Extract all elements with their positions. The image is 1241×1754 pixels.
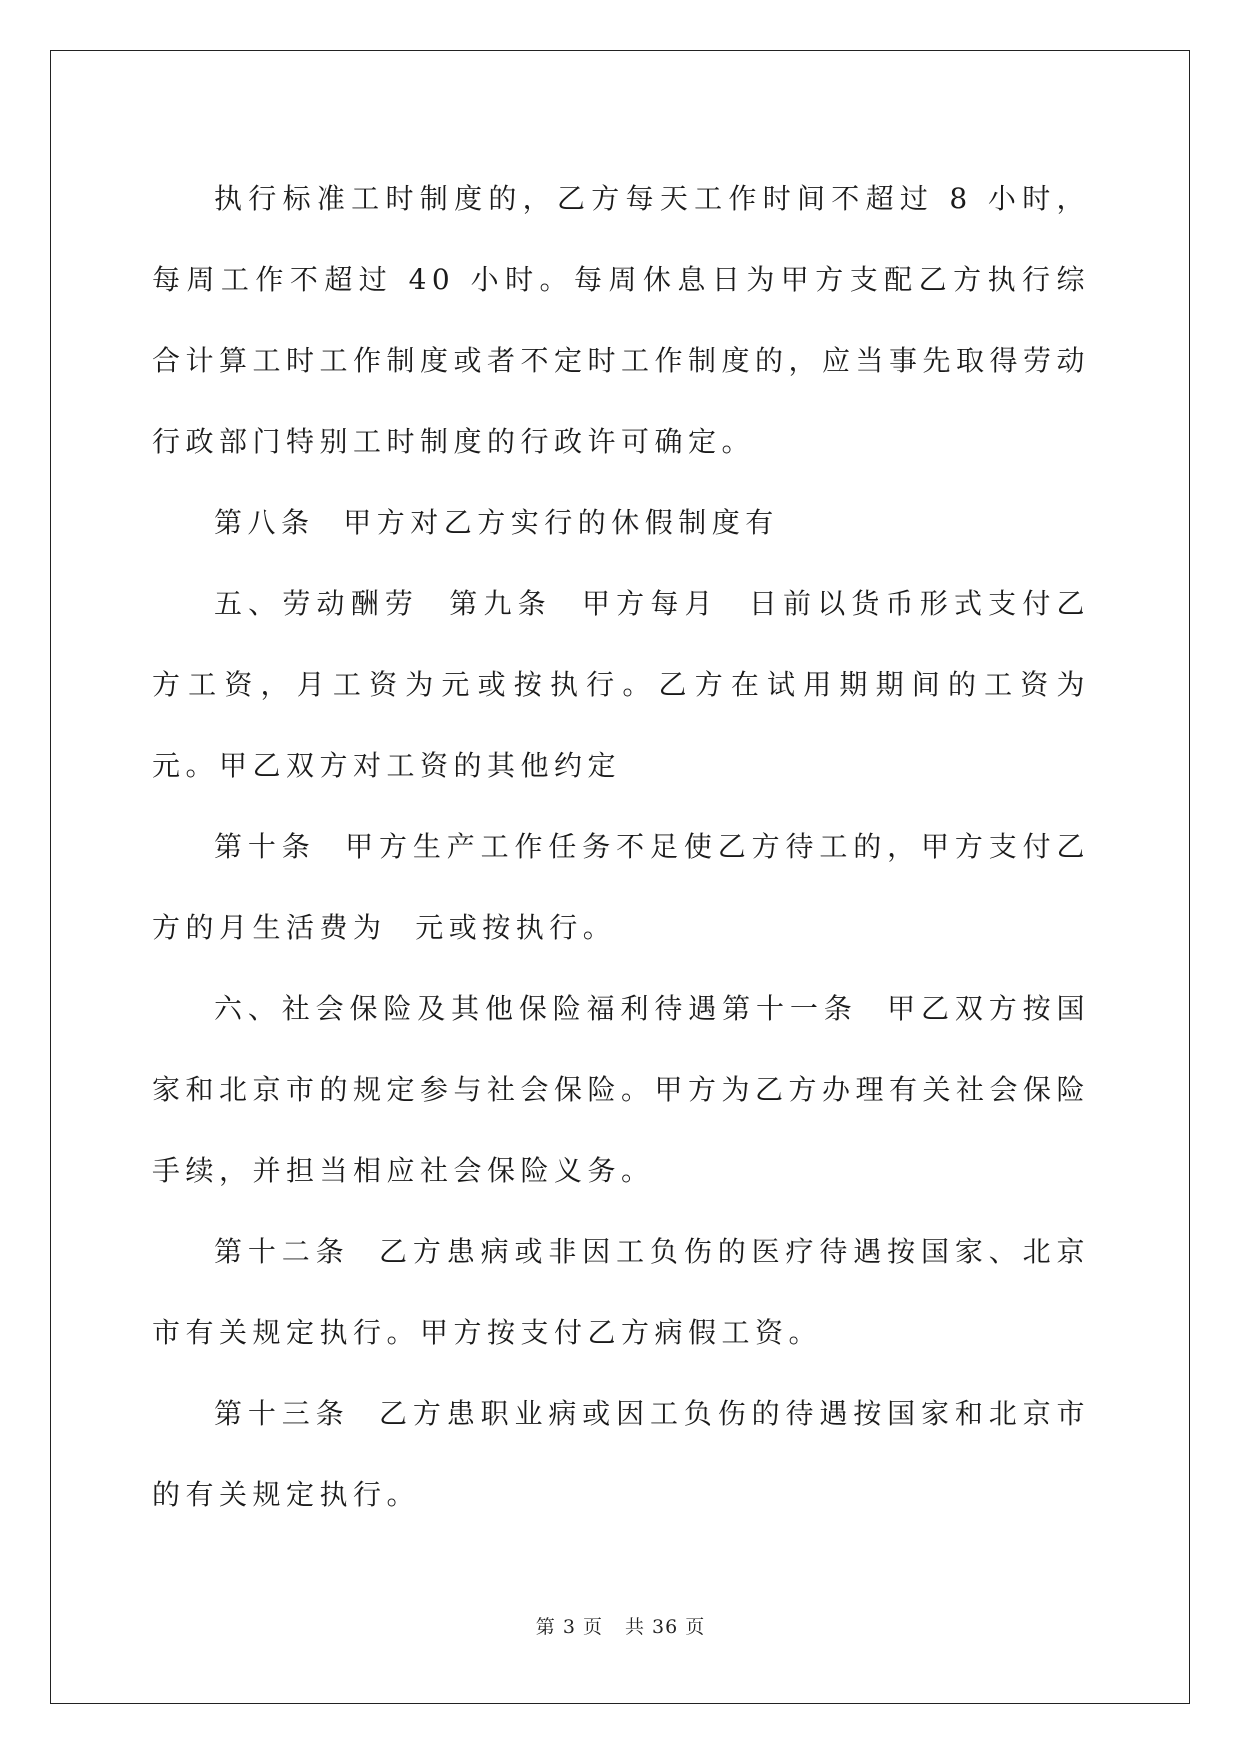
page-number: 第 3 页 xyxy=(535,1616,603,1638)
paragraph-article-13: 第十三条 乙方患职业病或因工负伤的待遇按国家和北京市的有关规定执行。 xyxy=(152,1397,1090,1511)
page-footer xyxy=(0,1612,1241,1639)
paragraph-article-8: 第八条 甲方对乙方实行的休假制度有 xyxy=(214,506,779,539)
paragraph-article-11: 六、社会保险及其他保险福利待遇第十一条 甲乙双方按国家和北京市的规定参与社会保险。甲方为乙方办理有关社会保险手续，并担当相应社会保险义务。 xyxy=(152,992,1091,1187)
paragraph-article-10: 第十条 甲方生产工作任务不足使乙方待工的，甲方支付乙方的月生活费为 元或按执行。 xyxy=(152,830,1090,944)
page-total: 共 36 页 xyxy=(624,1616,706,1638)
paragraph-working-hours: 执行标准工时制度的，乙方每天工作时间不超过 8 小时，每周工作不超过 40 小时。每周休息日为甲方支配乙方执行综合计算工时工作制度或者不定时工作制度的，应当事先取得劳动行政部门特别工时制度的行政许可确定。 xyxy=(152,182,1091,458)
paragraph-article-12: 第十二条 乙方患病或非因工负伤的医疗待遇按国家、北京市有关规定执行。甲方按支付乙方病假工资。 xyxy=(152,1235,1090,1349)
document-body xyxy=(152,158,1119,1535)
paragraph-article-9: 五、劳动酬劳 第九条 甲方每月 日前以货币形式支付乙方工资，月工资为元或按执行。乙方在试用期期间的工资为 元。甲乙双方对工资的其他约定 xyxy=(152,587,1119,782)
